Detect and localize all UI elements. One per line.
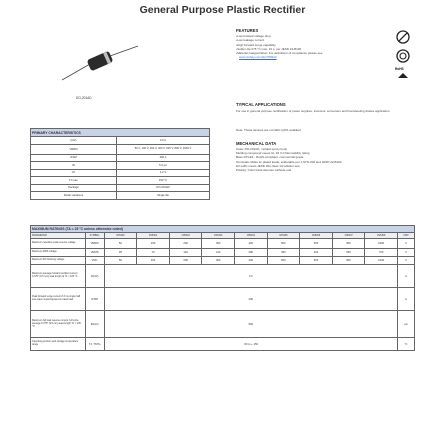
feature-item: • Low leakage current: [236, 38, 386, 42]
table-row: Package DO-201AD: [31, 184, 210, 192]
maximum-ratings-table: [30, 225, 415, 351]
table-row: VF 1.2 V: [31, 169, 210, 177]
table-row: Diode variations Single die: [31, 192, 210, 200]
table-row: Peak forward surge current 8.3 ms single half sine-wave superimposed on rated load IFSM 200 A: [31, 288, 415, 311]
features-title: FEATURES: [236, 28, 259, 33]
e3-icon: [396, 49, 410, 63]
page-title: General Purpose Plastic Rectifier: [139, 4, 306, 16]
typical-applications: [236, 102, 412, 113]
applications-text: For use in general purpose rectification of power supplies, inverters, converters and freewheeling diodes application.: [236, 109, 391, 113]
primary-title: PRIMARY CHARACTERISTICS: [31, 129, 210, 137]
table-row: Operating junction and storage temperature range TJ, TSTG -50 to + 150 °C: [31, 338, 415, 351]
table-row: Maximum DC blocking voltage VDC 50 100 200 300 400 500 600 800 1000 V: [31, 257, 415, 265]
axial-diode-icon: [60, 44, 140, 84]
primary-characteristics-table: [30, 128, 210, 200]
mechanical-line: Base P/N-E3 - RoHS-compliant, commercial grade: [236, 155, 304, 160]
table-row: IR 5.0 µA: [31, 162, 210, 170]
mechanical-line: Terminals: Matte tin plated leads, solderable per J-STD-002 and JESD 22-B102: [236, 159, 342, 164]
table-row: I(AV) 3.0 A: [31, 137, 210, 145]
feature-item: • Low forward voltage drop: [236, 34, 386, 38]
compliance-link[interactable]: www.vishay.com/doc?99912: [239, 55, 277, 60]
table-row: IFSM 200 A: [31, 154, 210, 162]
mechanical-line: Case: DO-201AD, molded epoxy body: [236, 147, 288, 151]
mechanical-line: E3 suffix meets JESD 201 class 1A whisker test: [236, 163, 300, 168]
pb-free-icon: [396, 30, 410, 44]
table-row: Maximum full load reverse current, full cycle average 0.375" (9.5 mm) lead length TL = 105 °C IR(AV) 500 µA: [31, 311, 415, 338]
mechanical-title: MECHANICAL DATA: [236, 141, 277, 146]
halogen-free-icon: [398, 73, 408, 79]
features-list: [236, 34, 386, 55]
applications-title: TYPICAL APPLICATIONS: [236, 102, 286, 107]
table-header-row: PARAMETER SYMBOL 1N5400 1N5401 1N5402 1N5403 1N5404 1N5405 1N5406 1N5407 1N5408 UNIT: [31, 233, 415, 239]
feature-item: • Solder dip 275 °C max. 10 s, per JESD 22-B106: [236, 47, 386, 51]
aec-note: Note: These devices are not AEC-Q101 qualified.: [236, 128, 302, 132]
table-row: Maximum average forward rectified current 0.375" (9.5 mm) lead length at TL = 105 °C IF(AV) 3.0 A: [31, 265, 415, 288]
package-label: DO-201AD: [76, 96, 92, 100]
table-row: Maximum RMS voltage VRMS 35 70 140 210 280 350 420 560 700 V: [31, 249, 415, 257]
mechanical-data: [236, 141, 412, 172]
max-ratings-title: MAXIMUM RATINGS (TA = 25 °C unless otherwise noted): [31, 226, 415, 233]
mechanical-line: Molding compound meets UL 94 V-0 flammability rating: [236, 151, 310, 156]
table-row: TJ max. 150 °C: [31, 177, 210, 185]
feature-item: • Material categorization: For definitions of compliance please see: [236, 51, 384, 55]
mechanical-line: Polarity: Color band denotes cathode end: [236, 168, 292, 173]
rohs-badge: RoHS: [395, 67, 404, 71]
table-row: Maximum repetitive peak reverse voltage VRRM 50 100 200 300 400 500 600 800 1000 V: [31, 239, 415, 249]
table-row: VRRM 50 V, 100 V, 200 V, 400 V, 600 V, 800 V, 1000 V: [31, 144, 210, 154]
features-section: [236, 28, 386, 60]
feature-item: • High forward surge capability: [236, 43, 386, 47]
